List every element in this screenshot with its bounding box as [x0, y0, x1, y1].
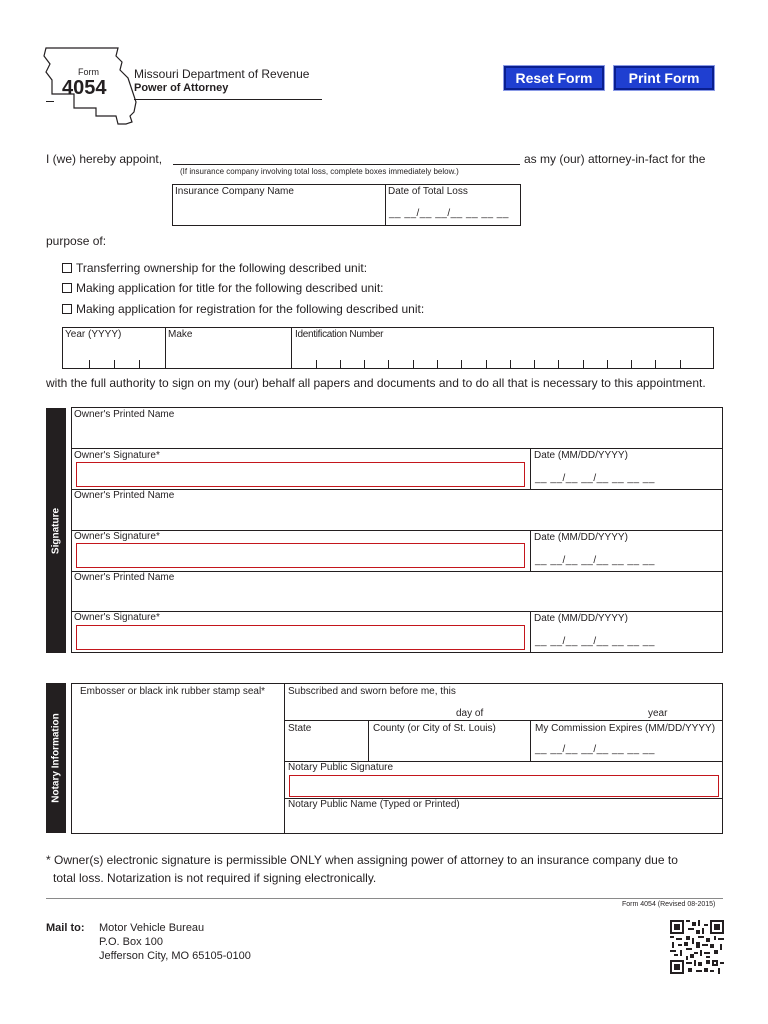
sworn-day-input[interactable] [288, 704, 452, 718]
page-title: Power of Attorney [134, 82, 229, 94]
date-divider [530, 448, 531, 489]
commission-date-input[interactable]: __ __/__ __/__ __ __ __ [535, 744, 655, 755]
owner-signature-field[interactable] [76, 543, 525, 568]
vin-digit-tick [655, 360, 656, 368]
owner-date-label: Date (MM/DD/YYYY) [534, 450, 628, 461]
owner-date-input[interactable]: __ __/__ __/__ __ __ __ [535, 636, 655, 647]
footer-rule [46, 898, 723, 899]
owner-signature-field[interactable] [76, 625, 525, 650]
purpose-label: purpose of: [46, 234, 107, 248]
vin-digit-tick [680, 360, 681, 368]
sworn-year-input[interactable] [672, 704, 720, 718]
signature-section-label [46, 408, 66, 653]
owner-signature-field[interactable] [76, 462, 525, 487]
vehicle-divider-2 [291, 327, 292, 369]
title-rule [134, 99, 322, 100]
purpose-option-label: Transferring ownership for the following described unit: [76, 261, 368, 275]
notary-section-label [46, 683, 66, 833]
owner-printed-name-input[interactable] [73, 584, 721, 610]
county-label: County (or City of St. Louis) [373, 723, 496, 734]
seal-divider [284, 683, 285, 834]
year-digit-tick [89, 360, 90, 368]
authority-text: with the full authority to sign on my (our) behalf all papers and documents and to do all that is necessary to this appointment. [46, 376, 706, 390]
row-divider [284, 720, 723, 721]
purpose-option-registration[interactable] [62, 302, 424, 316]
mail-address-line: P.O. Box 100 [99, 936, 164, 948]
revision-label: Form 4054 (Revised 08-2015) [622, 901, 716, 908]
vin-digit-tick [631, 360, 632, 368]
appoint-trail: as my (our) attorney-in-fact for the [524, 152, 706, 166]
make-label: Make [168, 329, 193, 340]
vin-digit-tick [316, 360, 317, 368]
vin-digit-tick [558, 360, 559, 368]
county-input[interactable] [370, 736, 528, 758]
owner-printed-name-label: Owner's Printed Name [74, 490, 175, 501]
vin-digit-tick [534, 360, 535, 368]
vin-digit-tick [340, 360, 341, 368]
vin-digit-tick [583, 360, 584, 368]
owner-date-label: Date (MM/DD/YYYY) [534, 532, 628, 543]
owner-signature-label: Owner's Signature* [74, 531, 160, 542]
insurance-divider [385, 184, 386, 226]
vin-digit-tick [413, 360, 414, 368]
vin-digit-tick [607, 360, 608, 368]
purpose-option-title[interactable] [62, 281, 384, 295]
vin-digit-tick [461, 360, 462, 368]
agency-name: Missouri Department of Revenue [134, 67, 310, 81]
form-label: Form [78, 67, 99, 77]
notary-signature-field[interactable] [289, 775, 719, 797]
qr-code-icon [670, 920, 724, 974]
vin-digit-tick [388, 360, 389, 368]
purpose-option-label: Making application for registration for the following described unit: [76, 302, 425, 316]
owner-date-input[interactable]: __ __/__ __/__ __ __ __ [535, 555, 655, 566]
vin-digit-tick [486, 360, 487, 368]
owner-date-input[interactable]: __ __/__ __/__ __ __ __ [535, 473, 655, 484]
county-divider [530, 720, 531, 761]
owner-signature-label: Owner's Signature* [74, 612, 160, 623]
notary-section-text: Notary Information [50, 713, 62, 803]
attorney-name-input[interactable] [173, 164, 520, 165]
owner-date-label: Date (MM/DD/YYYY) [534, 613, 628, 624]
owner-signature-label: Owner's Signature* [74, 450, 160, 461]
date-divider [530, 611, 531, 653]
mail-to-label: Mail to: [46, 922, 85, 934]
owner-printed-name-input[interactable] [73, 502, 721, 528]
vin-digit-tick [510, 360, 511, 368]
year-digit-tick [114, 360, 115, 368]
purpose-option-label: Making application for title for the following described unit: [76, 281, 384, 295]
vin-input[interactable] [293, 342, 713, 368]
loss-date-label: Date of Total Loss [388, 186, 468, 197]
row-divider [71, 530, 723, 531]
purpose-option-transfer[interactable] [62, 261, 367, 275]
seal-label: Embosser or black ink rubber stamp seal* [80, 686, 266, 697]
state-input[interactable] [286, 736, 366, 758]
vin-label: Identification Number [295, 329, 384, 340]
insurance-company-input[interactable] [174, 198, 382, 224]
row-divider [71, 611, 723, 612]
footnote-line-2: total loss. Notarization is not required if signing electronically. [53, 871, 377, 885]
vin-digit-tick [364, 360, 365, 368]
checkbox-icon[interactable] [62, 304, 72, 314]
notary-name-label: Notary Public Name (Typed or Printed) [288, 799, 460, 810]
print-form-button[interactable]: Print Form [614, 66, 714, 90]
checkbox-icon[interactable] [62, 283, 72, 293]
notary-name-input[interactable] [286, 812, 721, 832]
day-of-label: day of [456, 708, 484, 719]
date-divider [530, 530, 531, 571]
year-digit-tick [139, 360, 140, 368]
mail-address-line: Motor Vehicle Bureau [99, 922, 205, 934]
form-number: 4054 [62, 77, 107, 99]
year-label: Year (YYYY) [65, 329, 122, 340]
vin-digit-tick [437, 360, 438, 368]
checkbox-icon[interactable] [62, 263, 72, 273]
owner-printed-name-label: Owner's Printed Name [74, 409, 175, 420]
year-label-notary: year [648, 708, 668, 719]
state-divider [368, 720, 369, 761]
row-divider [71, 448, 723, 449]
state-label: State [288, 723, 312, 734]
header-left-rule [46, 101, 54, 102]
seal-area [73, 700, 282, 832]
insurance-note: (If insurance company involving total loss, complete boxes immediately below.) [180, 167, 459, 176]
insurance-company-label: Insurance Company Name [175, 186, 294, 197]
sworn-label: Subscribed and sworn before me, this [288, 686, 456, 697]
sworn-month-input[interactable] [490, 704, 644, 718]
owner-printed-name-label: Owner's Printed Name [74, 572, 175, 583]
appoint-lead: I (we) hereby appoint, [46, 152, 163, 166]
vehicle-divider-1 [165, 327, 166, 369]
signature-section-text: Signature [50, 507, 62, 554]
owner-printed-name-input[interactable] [73, 421, 721, 447]
footnote-line-1: * Owner(s) electronic signature is permissible ONLY when assigning power of attorney to an insurance company due to [46, 853, 678, 867]
commission-label: My Commission Expires (MM/DD/YYYY) [535, 723, 716, 734]
mail-address-line: Jefferson City, MO 65105-0100 [99, 950, 251, 962]
loss-date-input[interactable]: __ __/__ __/__ __ __ __ [389, 208, 509, 219]
reset-form-button[interactable]: Reset Form [504, 66, 604, 90]
notary-signature-label: Notary Public Signature [288, 762, 394, 773]
make-input[interactable] [167, 342, 289, 368]
